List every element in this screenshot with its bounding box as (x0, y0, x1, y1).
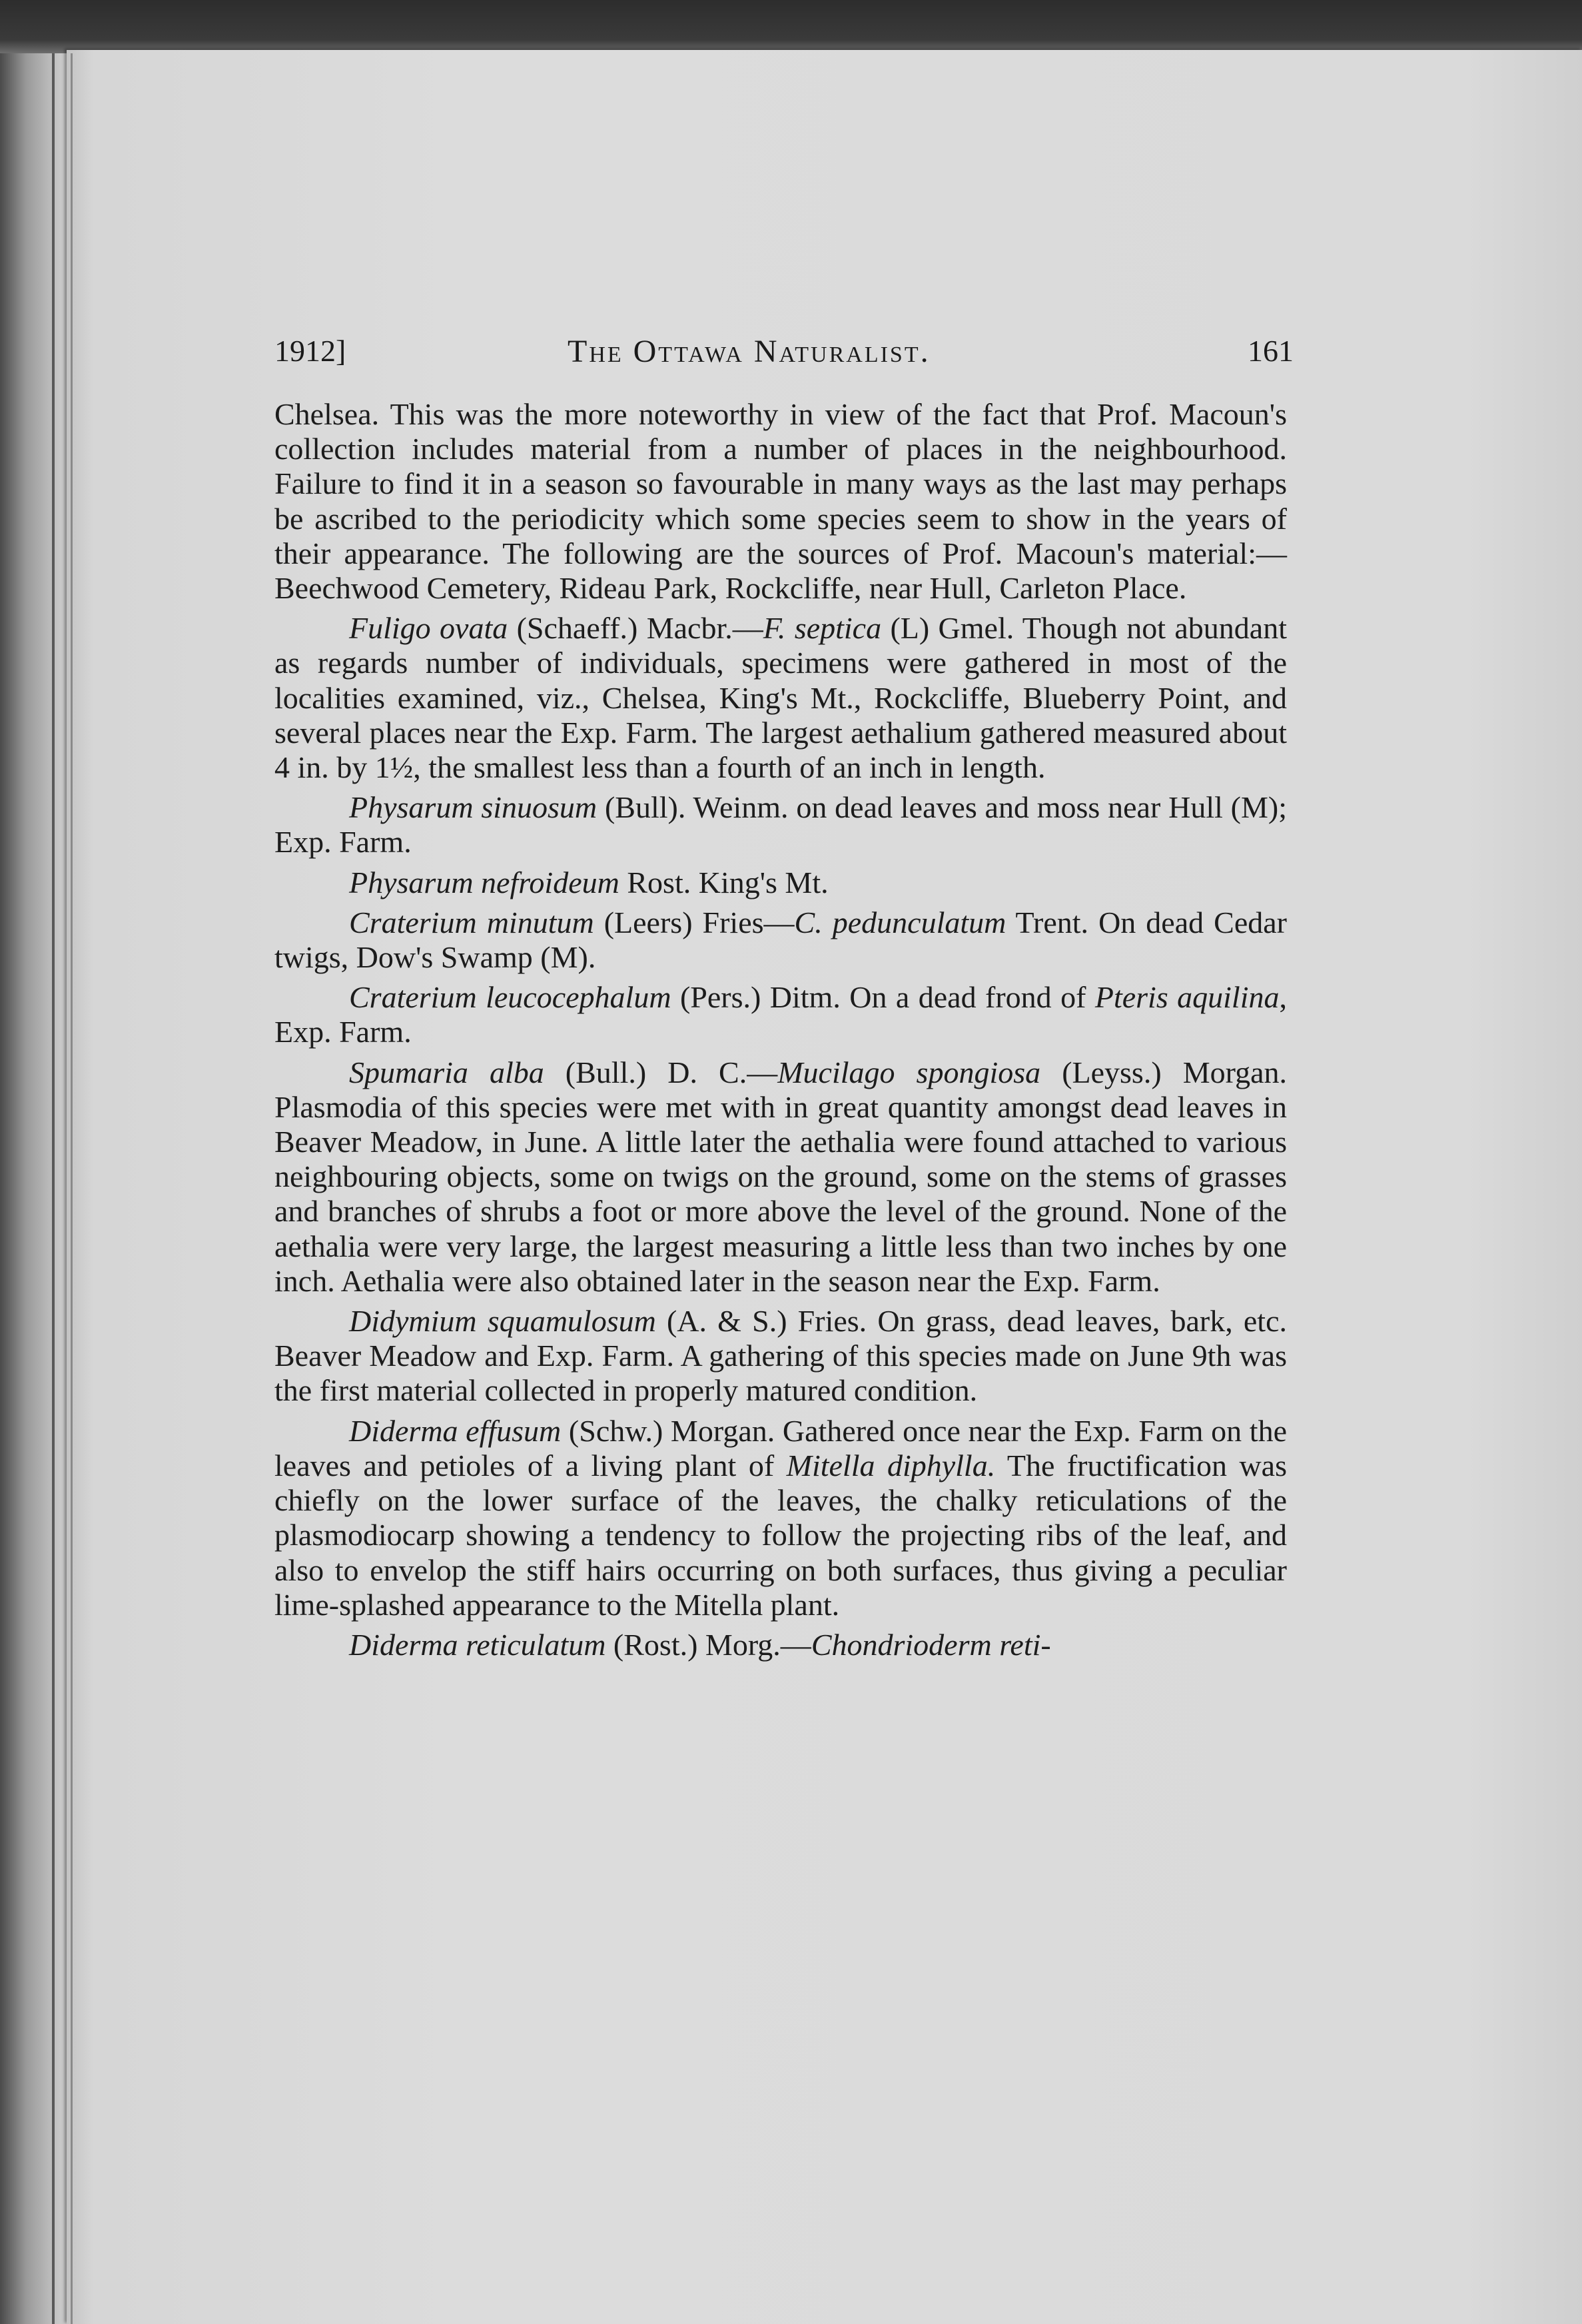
running-header (274, 333, 1294, 380)
species-authority: (Bull.) D. C.— (544, 1055, 778, 1089)
entry-text: The fructification was chiefly on the lower surface of the leaves, the chalky reticulations of the plasmodiocarp showing a tendency to follow the projecting ribs of the leaf, and also to envelop the stiff hairs occurring on both surfaces, thus giving a peculiar lime-splashed appearance to the Mitella plant. (274, 1448, 1287, 1622)
paragraph-chelsea (274, 397, 1287, 606)
entry-craterium-minutum (274, 905, 1287, 975)
header-year: 1912] (274, 334, 346, 368)
species-name: Fuligo ovata (349, 611, 508, 646)
scanner-top-edge (0, 0, 1582, 53)
species-synonym: F. septica (763, 611, 882, 646)
species-synonym: Mucilago spongiosa (777, 1055, 1041, 1089)
entry-text: (L) Gmel. Though not abundant as regards number of individuals, specimens were gathered in most of the localities examined, viz., Chelsea, King's Mt., Rockcliffe, Blueberry Point, and several places near the Exp. Farm. The largest aethalium gathered measured about 4 in. by 1½, the smallest less than a fourth of an inch in length. (274, 611, 1288, 785)
page-gutter-line (52, 53, 55, 2324)
entry-text: (A. & S.) Fries. On grass, dead leaves, bark, etc. Beaver Meadow and Exp. Farm. A gathering of this species made on June 9th was the first material collected in properly matured condition. (274, 1304, 1287, 1408)
species-name: Physarum sinuosum (349, 790, 597, 825)
species-name: Spumaria alba (349, 1055, 544, 1089)
entry-didymium-squamulosum (274, 1304, 1287, 1409)
entry-text: Trent. On dead Cedar twigs, Dow's Swamp (M). (274, 905, 1287, 975)
host-plant-name: Pteris aquilina (1094, 980, 1280, 1015)
species-name: Craterium leucocephalum (349, 980, 671, 1015)
header-page-number: 161 (1248, 334, 1294, 368)
entry-text: (Leyss.) Morgan. Plasmodia of this species were met with in great quantity amongst dead leaves in Beaver Meadow, in June. A little later the aethalia were found attached to various neighbouring objects, some on twigs on the ground, some on the stems of grasses and branches of shrubs a foot or more above the level of the ground. None of the aethalia were very large, the largest measuring a little less than two inches by one inch. Aethalia were also obtained later in the season near the Exp. Farm. (274, 1055, 1288, 1298)
entry-diderma-effusum (274, 1414, 1287, 1622)
species-authority: (Rost.) Morg.— (605, 1627, 811, 1662)
entry-spumaria-alba (274, 1055, 1287, 1299)
species-name: Physarum nefroideum (349, 865, 619, 899)
entry-craterium-leucocephalum (274, 980, 1287, 1049)
species-name: Diderma effusum (349, 1413, 562, 1448)
body-text (274, 397, 1287, 1662)
page-edge-line (71, 53, 73, 2324)
species-name: Diderma reticulatum (349, 1627, 606, 1662)
species-name: Didymium squamulosum (349, 1304, 656, 1339)
entry-text-a: (Pers.) Ditm. On a dead frond of (671, 980, 1095, 1015)
entry-text-a: (Schw.) Morgan. Gathered once near the Exp. Farm on the leaves and petioles of a living plant of (274, 1413, 1287, 1482)
entry-physarum-nefroideum (274, 866, 1287, 900)
header-journal-title: The Ottawa Naturalist. (568, 334, 931, 369)
entry-physarum-sinuosum (274, 790, 1287, 860)
species-synonym: C. pedunculatum (794, 905, 1006, 939)
host-plant-name: Mitella diphylla. (786, 1448, 996, 1482)
paragraph-text: Chelsea. This was the more noteworthy in view of the fact that Prof. Macoun's collection includes material from a number of places in the neighbourhood. Failure to find it in a season so favourable in many ways as the last may perhaps be ascribed to the periodicity which some species seem to show in the years of their appearance. The following are the sources of Prof. Macoun's material:—Beechwood Cemetery, Rideau Park, Rockcliffe, near Hull, Carleton Place. (274, 397, 1287, 606)
entry-diderma-reticulatum (274, 1628, 1287, 1662)
species-authority: (Schaeff.) Macbr.— (508, 611, 763, 646)
species-authority: (Leers) Fries— (593, 905, 795, 939)
species-synonym: Chondrioderm reti- (811, 1627, 1051, 1662)
species-name: Craterium minutum (349, 905, 594, 939)
entry-text: Rost. King's Mt. (619, 865, 829, 899)
entry-text: , Exp. Farm. (274, 980, 1287, 1049)
entry-fuligo-ovata (274, 611, 1287, 785)
entry-text: (Bull). Weinm. on dead leaves and moss near Hull (M); Exp. Farm. (274, 790, 1288, 860)
